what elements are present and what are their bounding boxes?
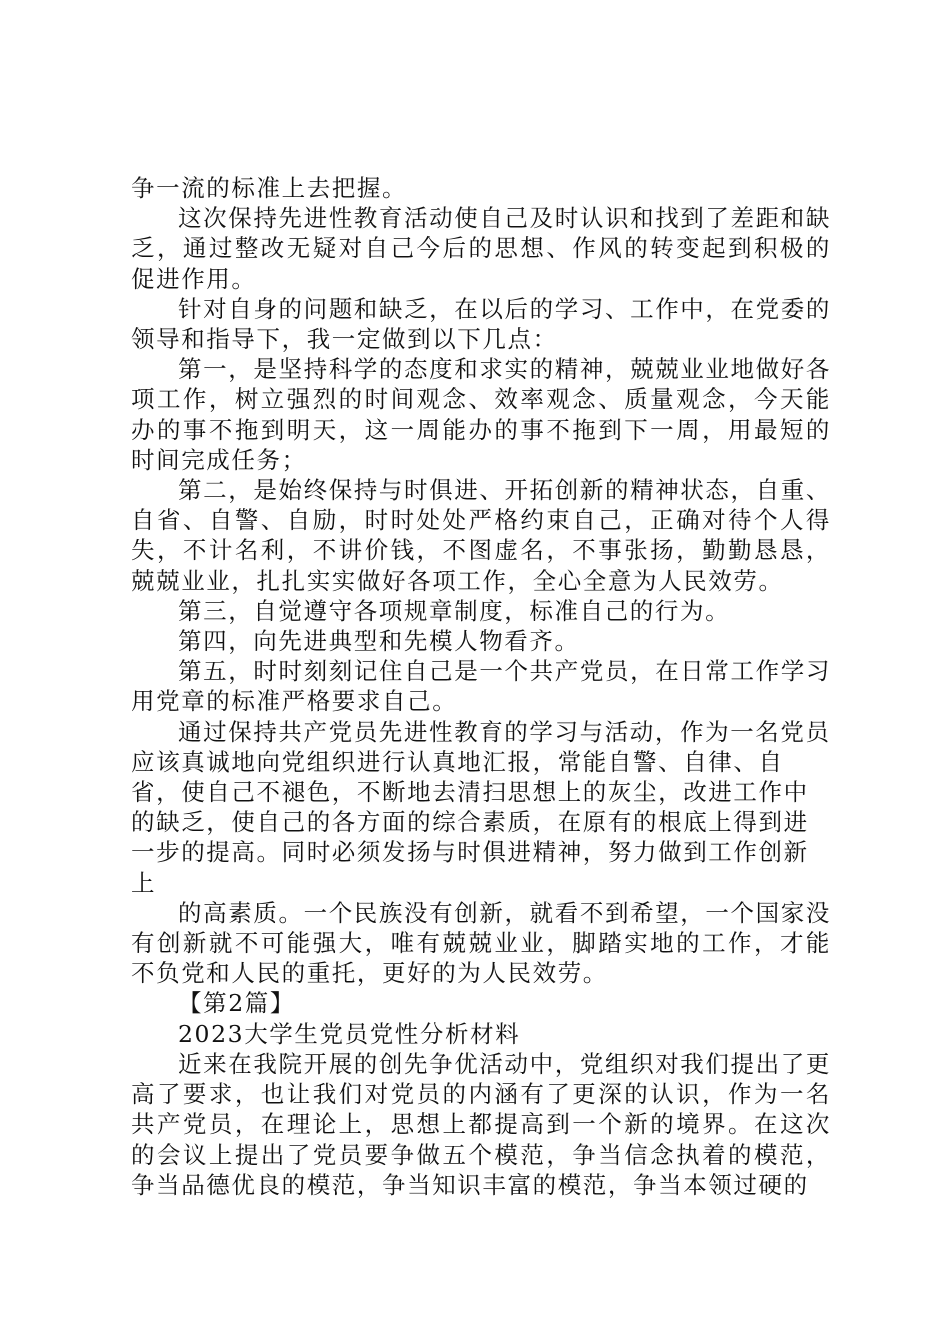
paragraph-point-one: 第一，是坚持科学的态度和求实的精神，兢兢业业地做好各项工作，树立强烈的时间观念、效率观念、质量观念，今天能办的事不拖到明天，这一周能办的事不拖到下一周，用最短的时间完成任务； <box>131 355 831 474</box>
paragraph-education-activity: 这次保持先进性教育活动使自己及时认识和找到了差距和缺乏，通过整改无疑对自己今后的思想、作风的转变起到积极的促进作用。 <box>131 204 831 293</box>
paragraph-point-four: 第四，向先进典型和先模人物看齐。 <box>178 627 580 656</box>
paragraph-point-two: 第二，是始终保持与时俱进、开拓创新的精神状态，自重、自省、自警、自励，时时处处严格约束自己，正确对待个人得失，不计名利，不讲价钱，不图虚名，不事张扬，勤勤恳恳，兢兢业业，扎扎实实做好各项工作，全心全意为人民效劳。 <box>131 476 831 595</box>
paragraph-section-two-intro: 近来在我院开展的创先争优活动中，党组织对我们提出了更高了要求，也让我们对党员的内涵有了更深的认识，作为一名共产党员，在理论上，思想上都提高到一个新的境界。在这次的会议上提出了党员要争做五个模范，争当信念执着的模范，争当品德优良的模范，争当知识丰富的模范，争当本领过硬的 <box>131 1049 831 1199</box>
paragraph-continuation: 争一流的标准上去把握。 <box>131 174 408 202</box>
section-heading: 【第2篇】 <box>178 989 295 1018</box>
paragraph-point-five: 第五，时时刻刻记住自己是一个共产党员，在日常工作学习用党章的标准严格要求自己。 <box>131 657 831 716</box>
paragraph-summary: 通过保持共产党员先进性教育的学习与活动，作为一名党员应该真诚地向党组织进行认真地汇报，常能自警、自律、自省，使自己不褪色，不断地去清扫思想上的灰尘，改进工作中的缺乏，使自己的各方面的综合素质，在原有的根底上得到进一步的提高。同时必须发扬与时俱进精神，努力做到工作创新上 <box>131 717 831 897</box>
paragraph-point-three: 第三，自觉遵守各项规章制度，标准自己的行为。 <box>178 596 731 625</box>
paragraph-innovation: 的高素质。一个民族没有创新，就看不到希望，一个国家没有创新就不可能强大，唯有兢兢业业，脚踏实地的工作，才能不负党和人民的重托，更好的为人民效劳。 <box>131 898 831 988</box>
paragraph-shortcomings: 针对自身的问题和缺乏，在以后的学习、工作中，在党委的领导和指导下，我一定做到以下几点： <box>131 294 831 354</box>
document-body <box>131 173 831 1200</box>
section-title: 2023大学生党员党性分析材料 <box>178 1019 521 1048</box>
